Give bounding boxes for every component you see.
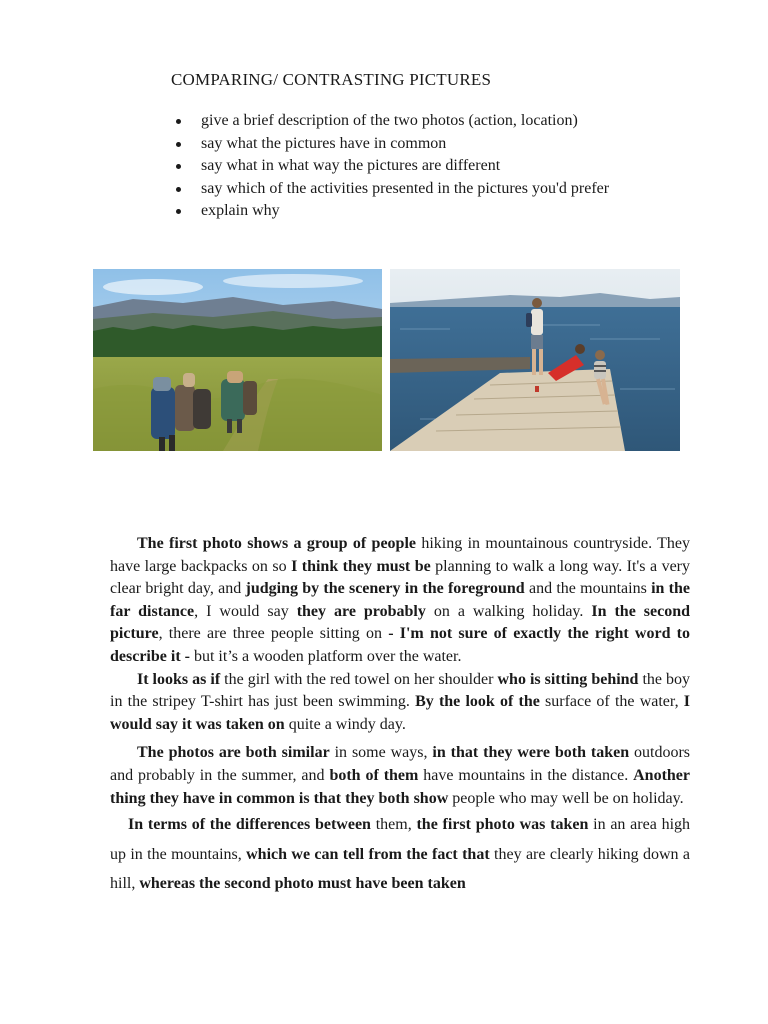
bold-phrase: The first photo shows a group of people xyxy=(137,535,416,552)
bold-phrase: in the far distance xyxy=(110,580,691,620)
essay-paragraph xyxy=(110,533,690,669)
bold-phrase: they are probably xyxy=(296,602,426,620)
text-run: have mountains in the distance. xyxy=(418,766,634,784)
instruction-item: explain why xyxy=(171,200,609,223)
bold-phrase: both of them xyxy=(329,766,419,784)
instruction-item: say what the pictures have in common xyxy=(171,133,609,156)
hiking-photo xyxy=(93,269,382,451)
instruction-item: give a brief description of the two photos (action, location) xyxy=(171,110,609,133)
text-run: people who may well be on holiday. xyxy=(448,789,684,807)
instruction-item: say which of the activities presented in the pictures you'd prefer xyxy=(171,178,609,201)
bold-phrase: In the second picture xyxy=(110,602,690,643)
bold-phrase: In terms of the differences between xyxy=(128,816,371,834)
bold-phrase: The photos are both similar xyxy=(137,744,330,762)
text-run: outdoors and probably in the summer, and xyxy=(110,744,691,784)
pier-photo-image xyxy=(390,269,680,451)
pier-photo xyxy=(390,269,680,451)
bold-phrase: which we can tell from the fact that xyxy=(246,845,490,863)
text-run: , I would say xyxy=(194,602,297,620)
essay-paragraph xyxy=(110,669,690,737)
text-run: quite a windy day. xyxy=(284,715,406,733)
text-run: the boy in the stripey T-shirt has just been swimming. xyxy=(110,670,691,711)
hiking-photo-image xyxy=(93,269,382,451)
bold-phrase: judging by the scenery in the foreground xyxy=(245,580,525,598)
essay-text xyxy=(110,533,690,899)
essay-paragraph xyxy=(110,810,690,899)
text-run: , there are three people sitting on xyxy=(158,625,389,643)
bold-phrase: It looks as if xyxy=(137,670,221,688)
text-run: the girl with the red towel on her shoulder xyxy=(220,670,498,688)
text-run: in an area high up in the mountains, xyxy=(110,816,691,863)
text-run: they are clearly hiking down a hill, xyxy=(110,845,691,893)
bold-phrase: By the look of the xyxy=(415,693,540,711)
bold-phrase: who is sitting behind xyxy=(497,670,639,688)
bold-phrase: in that they were both taken xyxy=(432,744,630,762)
bold-phrase: Another thing they have in common is that they both show xyxy=(110,766,691,807)
bold-phrase: whereas the second photo must have been taken xyxy=(139,875,466,893)
text-run: hiking in mountainous countryside. They have large backpacks on so xyxy=(110,535,691,575)
text-run: on a walking holiday. xyxy=(425,602,592,620)
bold-phrase: the first photo was taken xyxy=(416,816,589,834)
text-run: in some ways, xyxy=(329,744,433,762)
text-run: planning to walk a long way. It's a very clear bright day, and xyxy=(110,557,690,598)
text-run: and the mountains xyxy=(524,580,652,598)
instruction-list xyxy=(171,110,609,223)
text-run: but it’s a wooden platform over the water. xyxy=(189,647,462,665)
instruction-item: say what in what way the pictures are different xyxy=(171,155,609,178)
bold-phrase: I think they must be xyxy=(291,557,431,575)
text-run: surface of the water, xyxy=(539,693,684,711)
page-title: COMPARING/ CONTRASTING PICTURES xyxy=(171,70,492,89)
essay-paragraph xyxy=(110,742,690,810)
bold-phrase: - I'm not sure of exactly the right word to describe it - xyxy=(110,625,690,665)
bold-phrase: I would say it was taken on xyxy=(110,693,691,733)
text-run: them, xyxy=(370,816,417,834)
